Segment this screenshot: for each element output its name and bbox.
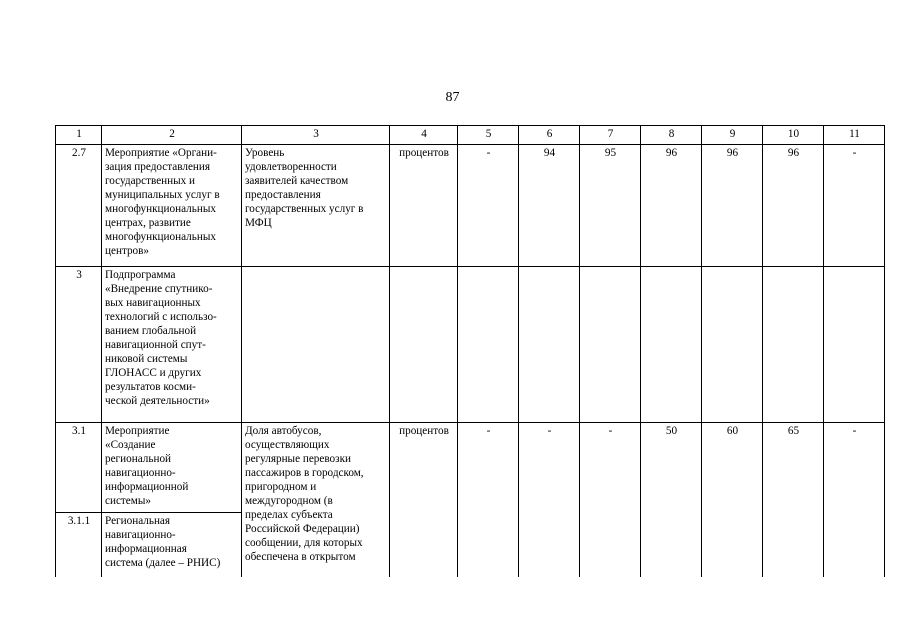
indicator-name xyxy=(242,267,390,423)
row-number: 3.1 xyxy=(56,423,102,513)
value-cell xyxy=(763,267,824,423)
value-cell: - xyxy=(824,145,885,267)
value-cell: 96 xyxy=(641,145,702,267)
value-cell: 96 xyxy=(763,145,824,267)
value-cell: 65 xyxy=(763,423,824,578)
value-cell: 94 xyxy=(519,145,580,267)
value-cell xyxy=(458,267,519,423)
value-cell xyxy=(702,267,763,423)
activity-name: Мероприятие «Органи- зация предоставления государственных и муниципальных услуг в многофункциональных центрах, развитие многофункциональных центров» xyxy=(102,145,242,267)
row-number: 3 xyxy=(56,267,102,423)
value-cell xyxy=(519,267,580,423)
indicators-table xyxy=(55,125,885,577)
value-cell: - xyxy=(580,423,641,578)
value-cell: - xyxy=(458,423,519,578)
subprogram-name: Подпрограмма «Внедрение спутнико- вых навигационных технологий с использо- ванием глобальной навигационной спут- никовой системы ГЛОНАСС и других результатов косми- ческой деятельности» xyxy=(102,267,242,423)
unit-cell: процентов xyxy=(390,423,458,578)
value-cell: 60 xyxy=(702,423,763,578)
header-cell: 11 xyxy=(824,126,885,145)
header-cell: 4 xyxy=(390,126,458,145)
indicator-name: Доля автобусов, осуществляющих регулярные перевозки пассажиров в городском, пригородном и междугородном (в пределах субъекта Российской Федерации) сообщении, для которых обеспечена в открытом xyxy=(242,423,390,578)
header-cell: 2 xyxy=(102,126,242,145)
value-cell: 96 xyxy=(702,145,763,267)
page-number: 87 xyxy=(445,90,460,105)
value-cell xyxy=(580,267,641,423)
unit-cell: процентов xyxy=(390,145,458,267)
value-cell xyxy=(641,267,702,423)
row-number: 2.7 xyxy=(56,145,102,267)
table-row xyxy=(56,423,885,513)
header-cell: 6 xyxy=(519,126,580,145)
value-cell: 50 xyxy=(641,423,702,578)
value-cell: - xyxy=(824,423,885,578)
header-cell: 10 xyxy=(763,126,824,145)
header-cell: 1 xyxy=(56,126,102,145)
activity-name: Мероприятие «Создание региональной навигационно- информационной системы» xyxy=(102,423,242,513)
header-cell: 5 xyxy=(458,126,519,145)
header-cell: 9 xyxy=(702,126,763,145)
value-cell xyxy=(824,267,885,423)
table-row xyxy=(56,145,885,267)
value-cell: - xyxy=(458,145,519,267)
value-cell: 95 xyxy=(580,145,641,267)
header-cell: 7 xyxy=(580,126,641,145)
header-cell: 8 xyxy=(641,126,702,145)
table-header-row xyxy=(56,126,885,145)
unit-cell xyxy=(390,267,458,423)
header-cell: 3 xyxy=(242,126,390,145)
row-number: 3.1.1 xyxy=(56,513,102,578)
indicator-name: Уровень удовлетворенности заявителей качеством предоставления государственных услуг в МФЦ xyxy=(242,145,390,267)
table-row xyxy=(56,267,885,423)
value-cell: - xyxy=(519,423,580,578)
system-name: Региональная навигационно- информационная система (далее – РНИС) xyxy=(102,513,242,578)
